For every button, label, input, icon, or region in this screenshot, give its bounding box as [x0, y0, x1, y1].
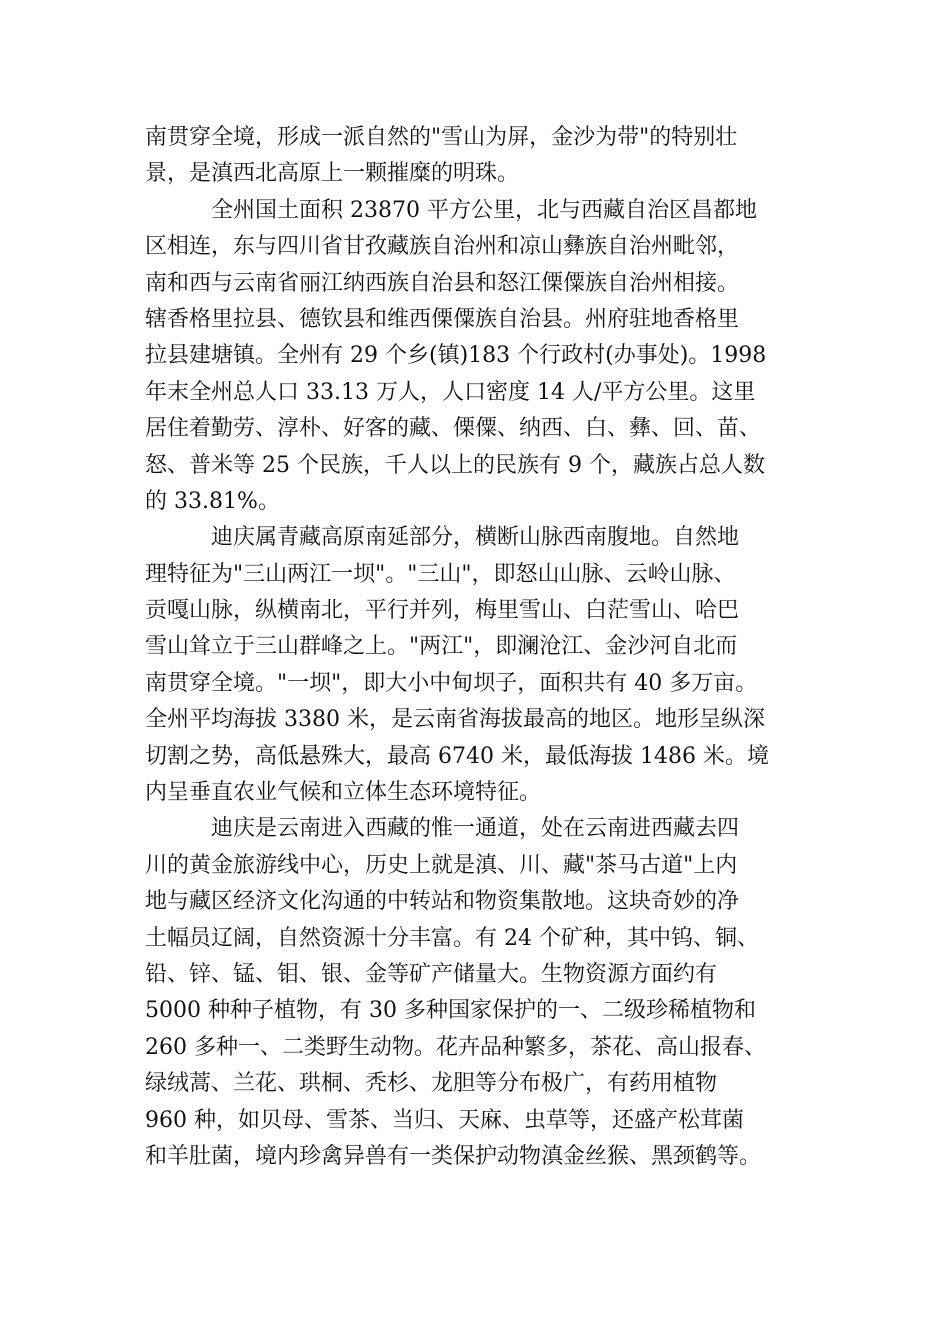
text-line: 理特征为"三山两江一坝"。"三山"，即怒山山脉、云岭山脉、 [145, 561, 736, 587]
text-line: 拉县建塘镇。全州有 29 个乡(镇)183 个行政村(办事处)。1998 [145, 343, 767, 369]
text-line: 南贯穿全境。"一坝"，即大小中甸坝子，面积共有 40 多万亩。 [145, 670, 758, 696]
text-line: 迪庆是云南进入西藏的惟一通道，处在云南进西藏去四 [211, 816, 740, 842]
paragraph-4 [145, 811, 815, 1175]
text-line: 区相连，东与四川省甘孜藏族自治州和凉山彝族自治州毗邻， [145, 234, 740, 260]
text-line: 切割之势，高低悬殊大，最高 6740 米，最低海拔 1486 米。境 [145, 743, 769, 769]
text-line: 5000 种种子植物，有 30 多种国家保护的一、二级珍稀植物和 [145, 998, 756, 1024]
document-body [145, 120, 815, 1175]
paragraph-2 [145, 193, 815, 521]
text-line: 全州国土面积 23870 平方公里，北与西藏自治区昌都地 [211, 197, 757, 223]
text-line: 960 种，如贝母、雪茶、当归、天麻、虫草等，还盛产松茸菌 [145, 1107, 744, 1133]
text-line: 全州平均海拔 3380 米，是云南省海拔最高的地区。地形呈纵深 [145, 707, 765, 733]
text-line: 和羊肚菌，境内珍禽异兽有一类保护动物滇金丝猴、黑颈鹤等。 [145, 1143, 762, 1169]
text-line: 地与藏区经济文化沟通的中转站和物资集散地。这块奇妙的净 [145, 889, 740, 915]
text-line: 迪庆属青藏高原南延部分，横断山脉西南腹地。自然地 [211, 525, 740, 551]
text-line: 内呈垂直农业气候和立体生态环境特征。 [145, 780, 542, 806]
text-line: 土幅员辽阔，自然资源十分丰富。有 24 个矿种，其中钨、铜、 [145, 925, 759, 951]
text-line: 年末全州总人口 33.13 万人，人口密度 14 人/平方公里。这里 [145, 379, 756, 405]
text-line: 南贯穿全境，形成一派自然的"雪山为屏，金沙为带"的特别壮 [145, 125, 738, 150]
text-line: 辖香格里拉县、德钦县和维西傈僳族自治县。州府驻地香格里 [145, 306, 740, 332]
text-line: 川的黄金旅游线中心，历史上就是滇、川、藏"茶马古道"上内 [145, 852, 738, 878]
text-line: 雪山耸立于三山群峰之上。"两江"，即澜沧江、金沙河自北而 [145, 634, 738, 660]
text-line: 景，是滇西北高原上一颗摧糜的明珠。 [145, 161, 520, 187]
text-line: 260 多种一、二类野生动物。花卉品种繁多，茶花、高山报春、 [145, 1034, 766, 1060]
text-line: 贡嘎山脉，纵横南北，平行并列，梅里雪山、白茫雪山、哈巴 [145, 598, 740, 624]
text-line: 铅、锌、锰、钼、银、金等矿产储量大。生物资源方面约有 [145, 961, 718, 987]
paragraph-1 [145, 120, 815, 193]
text-line: 居住着勤劳、淳朴、好客的藏、傈僳、纳西、白、彝、回、苗、 [145, 416, 762, 442]
text-line: 绿绒蒿、兰花、珙桐、秃杉、龙胆等分布极广，有药用植物 [145, 1071, 718, 1097]
text-line: 怒、普米等 25 个民族，千人以上的民族有 9 个，藏族占总人数 [145, 452, 765, 478]
paragraph-3 [145, 520, 815, 811]
text-line: 的 33.81%。 [145, 488, 280, 514]
text-line: 南和西与云南省丽江纳西族自治县和怒江傈僳族自治州相接。 [145, 270, 740, 296]
